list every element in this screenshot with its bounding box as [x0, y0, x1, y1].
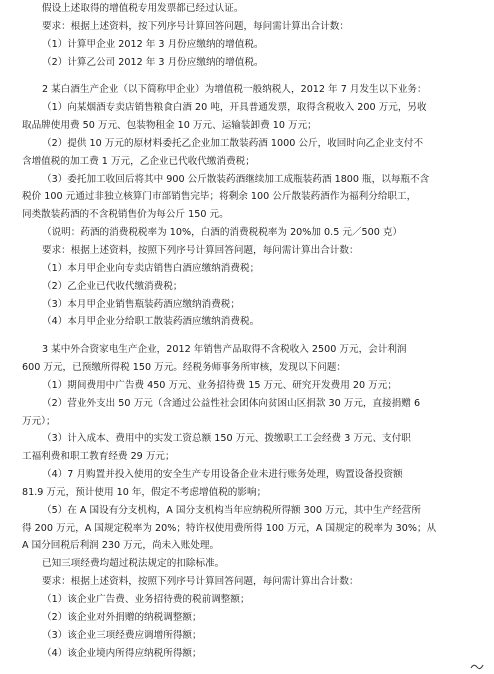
text-line: （4）该企业境内所得应纳税所得额；: [42, 647, 202, 659]
text-line: 万元）；: [22, 415, 56, 427]
text-line: 假设上述取得的增值税专用发票都已经过认证。: [42, 3, 244, 14]
text-line: （1）该企业广告费、业务招待费的税前调整额；: [42, 594, 250, 605]
handwritten-mark: [470, 662, 484, 670]
note-line: （说明：药酒的消费税税率为 10%，白酒的消费税税率为 20%加 0.5 元／500 克）: [42, 227, 403, 239]
text-line: （2）乙企业已代收代缴消费税；: [42, 280, 183, 292]
text-line: （2）营业外支出 50 万元（含通过公益性社会团体向贫困山区捐款 30 万元，直接捐赠 6: [42, 397, 421, 409]
text-line: 同类散装药酒的不含税销售价为每公斤 150 元。: [22, 209, 229, 221]
question-3-heading: 3 某中外合资家电生产企业，2012 年销售产品取得不含税收入 2500 万元，会计利润: [42, 344, 407, 356]
text-line: 要求：根据上述资料，按下列序号计算回答问题，每问需计算出合计数：: [42, 20, 349, 32]
text-line: （2）该企业对外捐赠的纳税调整额；: [42, 611, 202, 623]
text-line: 要求：根据上述资料，按照下列序号计算回答问题，每问需计算出合计数：: [42, 576, 359, 588]
text-line: 得 200 万元，A 国规定税率为 20%；特许权使用费所得 100 万元，A 国规定的税率为 30%；从: [22, 522, 437, 534]
question-2-heading: 2 某白酒生产企业（以下简称甲企业）为增值税一般纳税人，2012 年 7 月发生以下业务：: [42, 84, 427, 96]
text-line: （1）期间费用中广告费 450 万元、业务招待费 15 万元、研究开发费用 20 万元；: [42, 379, 397, 391]
text-line: （2）计算乙公司 2012 年 3 月份应缴纳的增值税。: [42, 56, 264, 68]
text-line: （4）7 月购置并投入使用的安全生产专用设备企业未进行账务处理，购置设备投资额: [42, 469, 403, 481]
text-line: （5）在 A 国设有分支机构，A 国分支机构当年应纳税所得额 300 万元，其中生产经营所: [42, 504, 421, 516]
text-line: 已知三项经费均超过税法规定的扣除标准。: [42, 558, 225, 570]
text-line: 600 万元，已预缴所得税 150 万元。经税务师事务所审核，发现以下问题：: [22, 362, 346, 374]
text-line: （4）本月甲企业分给职工散装药酒应缴纳消费税。: [42, 316, 260, 328]
text-line: （1）计算甲企业 2012 年 3 月份应缴纳的增值税。: [42, 38, 264, 50]
text-line: （3）本月甲企业销售瓶装药酒应缴纳消费税；: [42, 298, 240, 310]
text-line: 要求：根据上述资料，按照下列序号计算回答问题，每问需计算出合计数：: [42, 244, 359, 256]
text-line: A 国分回税后利润 230 万元，尚未入账处理。: [22, 540, 220, 552]
text-line: （1）向某烟酒专卖店销售粮食白酒 20 吨，开具普通发票，取得含税收入 200 万元，另收: [42, 102, 427, 114]
text-line: 工福利费和职工教育经费 29 万元；: [22, 451, 175, 463]
text-line: （1）本月甲企业向专卖店销售白酒应缴纳消费税；: [42, 262, 260, 274]
text-line: 含增值税的加工费 1 万元，乙企业已代收代缴消费税；: [22, 155, 255, 167]
text-line: （3）委托加工收回后将其中 900 公斤散装药酒继续加工成瓶装药酒 1800 瓶，以每瓶不含: [42, 173, 430, 185]
text-line: 税价 100 元通过非独立核算门市部销售完毕；将剩余 100 公斤散装药酒作为福利分给职工，: [22, 191, 417, 203]
text-line: （2）提供 10 万元的原材料委托乙企业加工散装药酒 1000 公斤，收回时向乙企业支付不: [42, 137, 424, 149]
text-line: 81.9 万元，预计使用 10 年，假定不考虑增值税的影响；: [22, 486, 267, 498]
text-line: 取品牌使用费 50 万元、包装物租金 10 万元、运输装卸费 10 万元；: [22, 120, 317, 132]
text-line: （3）计入成本、费用中的实发工资总额 150 万元、拨缴职工工会经费 3 万元、支付职: [42, 433, 411, 445]
text-line: （3）该企业三项经费应调增所得额；: [42, 629, 202, 641]
